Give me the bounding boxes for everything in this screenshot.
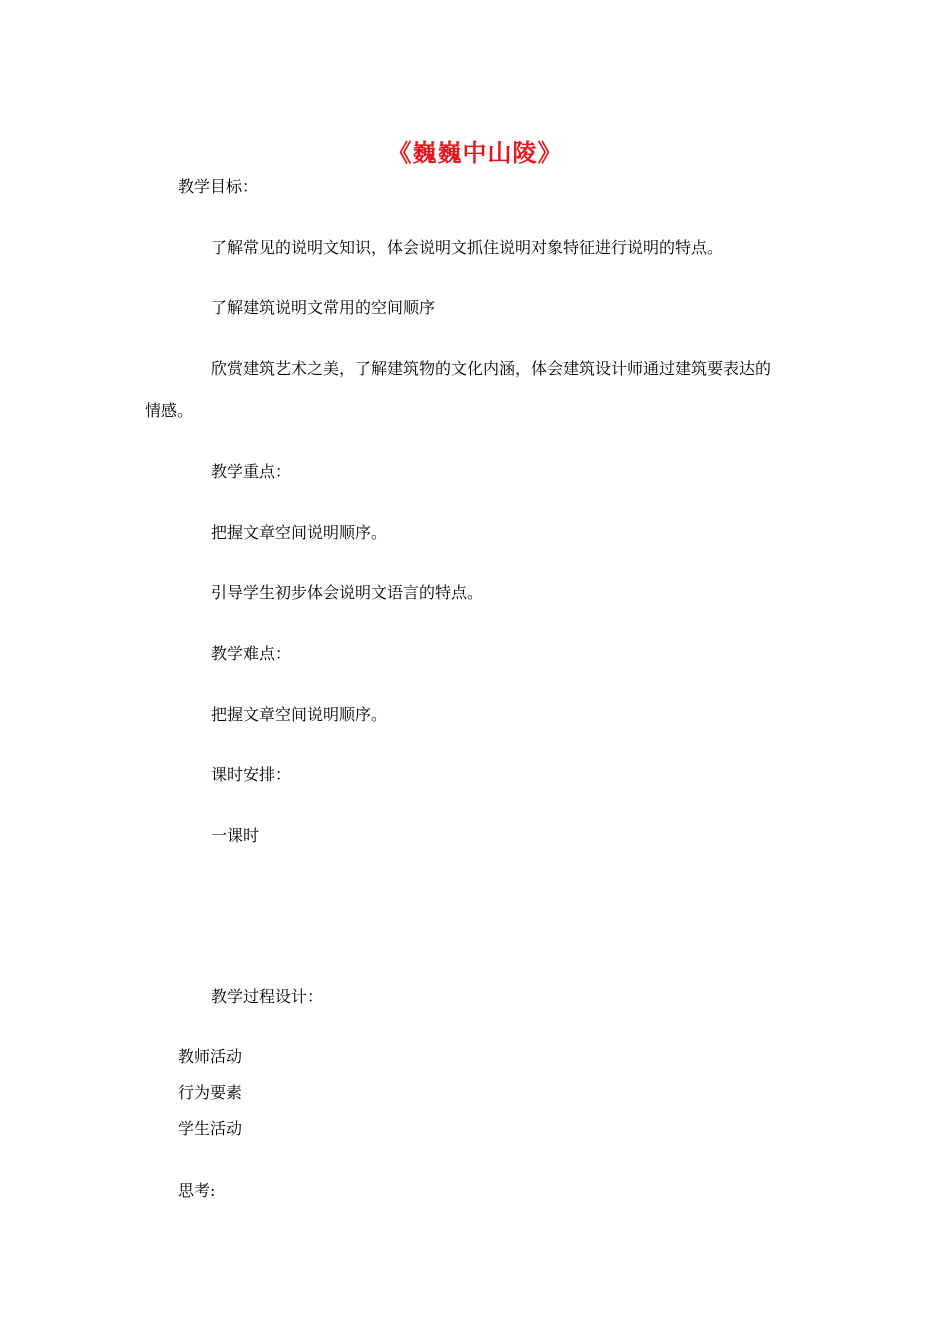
objective-1: 了解常见的说明文知识，体会说明文抓住说明对象特征进行说明的特点。 xyxy=(211,238,724,257)
key-points-heading: 教学重点： xyxy=(211,462,292,481)
difficulty-1: 把握文章空间说明顺序。 xyxy=(211,705,388,724)
process-heading: 教学过程设计： xyxy=(211,987,324,1006)
thinking-label: 思考: xyxy=(178,1181,216,1200)
difficulty-heading: 教学难点： xyxy=(211,644,292,663)
objective-3-line-1: 欣赏建筑艺术之美，了解建筑物的文化内涵，体会建筑设计师通过建筑要表达的 xyxy=(211,359,772,378)
key-point-2: 引导学生初步体会说明文语言的特点。 xyxy=(211,583,484,602)
key-point-1: 把握文章空间说明顺序。 xyxy=(211,523,388,542)
document-title: 《巍巍中山陵》 xyxy=(387,139,563,167)
schedule-value: 一课时 xyxy=(211,826,260,845)
schedule-heading: 课时安排： xyxy=(211,765,292,784)
objective-2: 了解建筑说明文常用的空间顺序 xyxy=(211,298,436,317)
objectives-heading: 教学目标： xyxy=(178,177,259,196)
table-header-behavior-elements: 行为要素 xyxy=(178,1083,243,1102)
table-header-teacher-activity: 教师活动 xyxy=(178,1047,243,1066)
table-header-student-activity: 学生活动 xyxy=(178,1119,243,1138)
objective-3-line-2: 情感。 xyxy=(145,401,194,420)
